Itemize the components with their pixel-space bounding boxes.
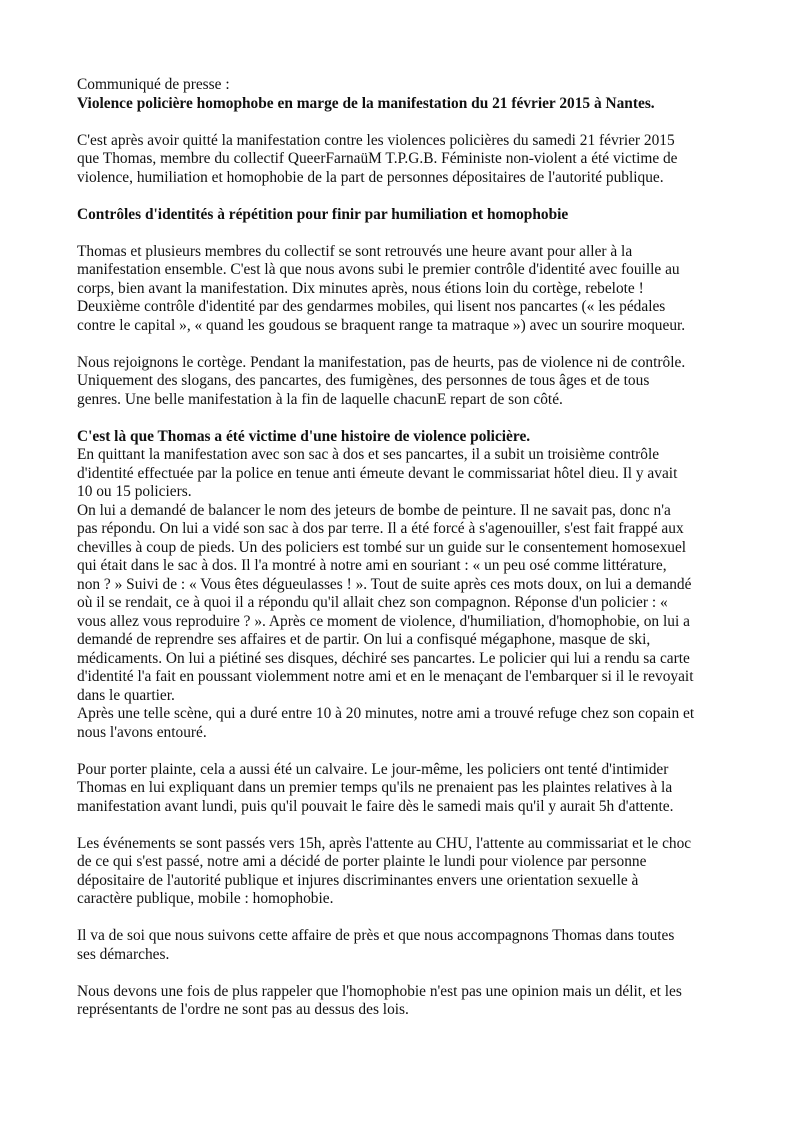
text-line: chevilles à coup de pieds. Un des policiers est tombé sur un guide sur le consentement homosexuel <box>77 538 687 556</box>
text-line: caractère publique, mobile : homophobie. <box>77 890 334 907</box>
press-release-label: Communiqué de presse : <box>77 76 230 93</box>
text-line: On lui a demandé de balancer le nom des jeteurs de bombe de peinture. Il ne savait pas, donc n'a <box>77 501 671 519</box>
text-line: violence, humiliation et homophobie de la part de personnes dépositaires de l'autorité publique. <box>77 168 664 186</box>
paragraph-cortege <box>77 354 727 410</box>
text-line: manifestation avant lundi, puis qu'il pouvait le faire dès le samedi mais qu'il y aurait 5h d'attente. <box>77 797 674 815</box>
press-release-header <box>77 76 727 113</box>
intro-paragraph <box>77 132 727 188</box>
text-line: Deuxième contrôle d'identité par des gendarmes mobiles, qui lisent nos pancartes (« les pédales <box>77 298 666 315</box>
text-line: vous allez vous reproduire ? ». Après ce moment de violence, d'humiliation, d'homophobie, on lui a <box>77 612 690 630</box>
text-line: ses démarches. <box>77 945 170 963</box>
text-line: dépositaire de l'autorité publique et injures discriminantes envers une orientation sexuelle à <box>77 871 639 889</box>
section-heading-controls <box>77 206 727 225</box>
text-line: où il se rendait, ce à quoi il a répondu qu'il allait chez son compagnon. Réponse d'un policier : « <box>77 594 668 611</box>
paragraph-conclusion <box>77 983 727 1020</box>
section-heading: C'est là que Thomas a été victime d'une histoire de violence policière. <box>77 427 531 445</box>
paragraph-complaint <box>77 761 727 817</box>
text-line: de ce qui s'est passé, notre ami a décidé de porter plainte le lundi pour violence par personne <box>77 853 647 870</box>
text-line: nous l'avons entouré. <box>77 723 207 741</box>
paragraph-follow-up <box>77 927 727 964</box>
text-line: médicaments. On lui a piétiné ses disques, déchiré ses pancartes. Le policier qui lui a rendu sa carte <box>77 649 690 667</box>
section-heading: Contrôles d'identités à répétition pour finir par humiliation et homophobie <box>77 205 569 223</box>
text-line: d'identité l'a fait en poussant violemment notre ami et en le menaçant de l'embarquer si il le revoyait <box>77 668 694 685</box>
text-line: Nous rejoignons le cortège. Pendant la manifestation, pas de heurts, pas de violence ni de contrôle. <box>77 353 686 371</box>
text-line: représentants de l'ordre ne sont pas au dessus des lois. <box>77 1001 409 1018</box>
text-line: Thomas et plusieurs membres du collectif se sont retrouvés une heure avant pour aller à la <box>77 242 633 260</box>
text-line: pas répondu. On lui a vidé son sac à dos par terre. Il a été forcé à s'agenouiller, s'est fait frappé aux <box>77 520 684 537</box>
text-line: genres. Une belle manifestation à la fin de laquelle chacunE repart de son côté. <box>77 390 563 408</box>
text-line: En quittant la manifestation avec son sac à dos et ses pancartes, il a subit un troisième contrôle <box>77 446 660 463</box>
text-line: Après une telle scène, qui a duré entre 10 à 20 minutes, notre ami a trouvé refuge chez son copain et <box>77 705 695 722</box>
text-line: Les événements se sont passés vers 15h, après l'attente au CHU, l'attente au commissariat et le choc <box>77 834 692 852</box>
document-body <box>77 76 727 1038</box>
text-line: Il va de soi que nous suivons cette affaire de près et que nous accompagnons Thomas dans toutes <box>77 927 675 944</box>
text-line: contre le capital », « quand les goudous se braquent range ta matraque ») avec un sourire moqueur. <box>77 316 686 334</box>
text-line: demandé de reprendre ses affaires et de partir. On lui a confisqué mégaphone, masque de ski, <box>77 631 651 648</box>
paragraph-violence <box>77 428 727 743</box>
text-line: dans le quartier. <box>77 686 175 704</box>
press-release-title: Violence policière homophobe en marge de la manifestation du 21 février 2015 à Nantes. <box>77 94 655 112</box>
paragraph-controls <box>77 243 727 336</box>
paragraph-events <box>77 835 727 909</box>
text-line: corps, bien avant la manifestation. Dix minutes après, nous étions loin du cortège, rebelote ! <box>77 279 644 297</box>
text-line: C'est après avoir quitté la manifestation contre les violences policières du samedi 21 février 2015 <box>77 131 675 149</box>
text-line: Pour porter plainte, cela a aussi été un calvaire. Le jour-même, les policiers ont tenté d'intimider <box>77 760 669 778</box>
text-line: qui était dans le sac à dos. Il l'a montré à notre ami en souriant : « un peu osé comme littérature, <box>77 557 667 574</box>
text-line: d'identité effectuée par la police en tenue anti émeute devant le commissariat hôtel dieu. Il y avait <box>77 464 678 482</box>
text-line: Uniquement des slogans, des pancartes, des fumigènes, des personnes de tous âges et de tous <box>77 372 650 389</box>
text-line: manifestation ensemble. C'est là que nous avons subi le premier contrôle d'identité avec fouille au <box>77 261 680 278</box>
text-line: non ? » Suivi de : « Vous êtes dégueulasses ! ». Tout de suite après ces mots doux, on lui a demandé <box>77 575 692 593</box>
text-line: que Thomas, membre du collectif QueerFarnaüM T.P.G.B. Féministe non-violent a été victime de <box>77 150 678 167</box>
text-line: Nous devons une fois de plus rappeler que l'homophobie n'est pas une opinion mais un délit, et les <box>77 982 682 1000</box>
text-line: Thomas en lui expliquant dans un premier temps qu'ils ne prenaient pas les plaintes relatives à la <box>77 779 673 796</box>
text-line: 10 ou 15 policiers. <box>77 483 192 500</box>
